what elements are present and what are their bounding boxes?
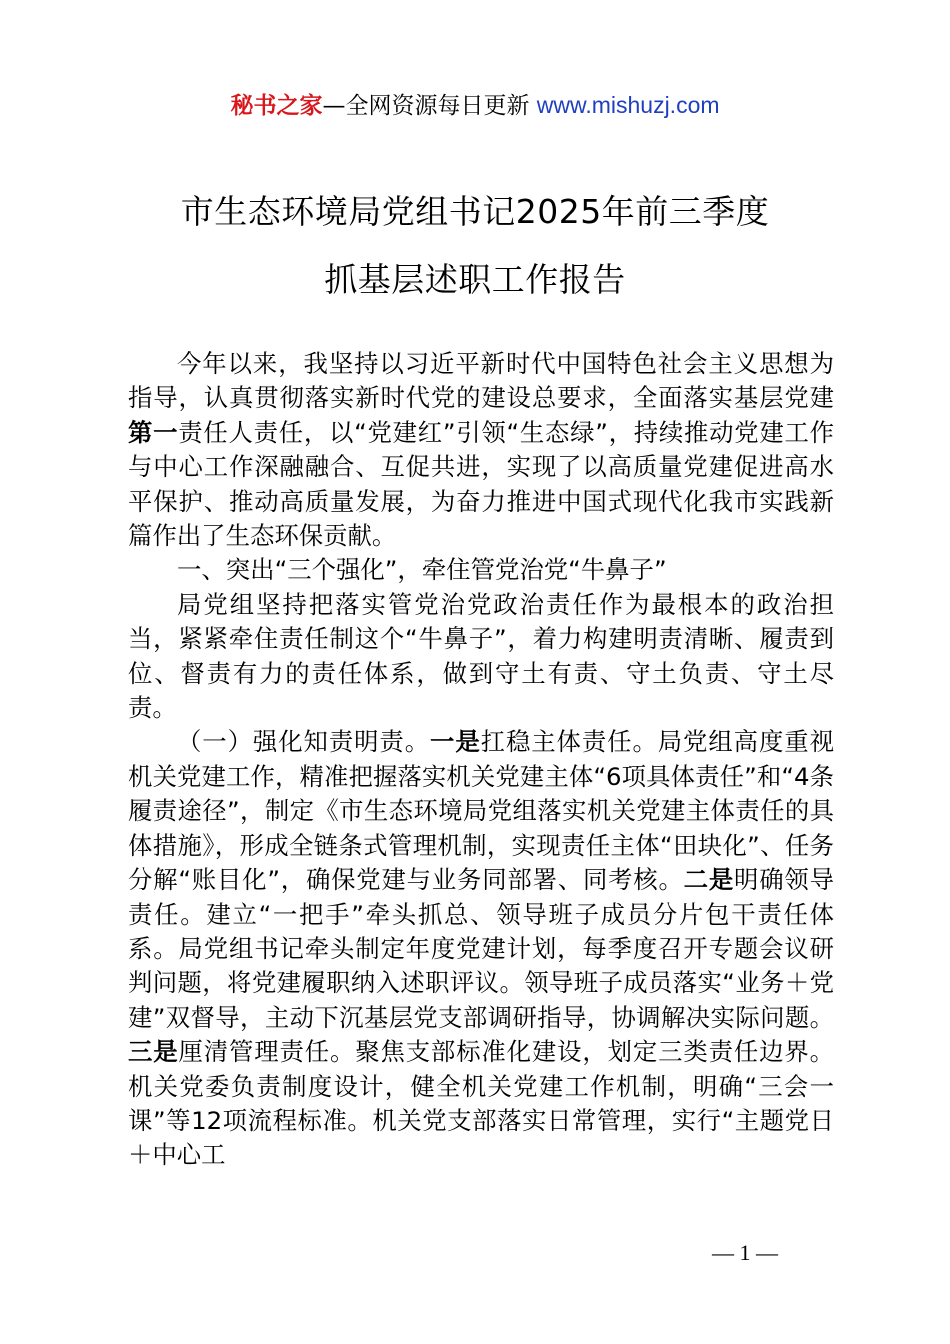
document-title-line-1: 市生态环境局党组书记2025年前三季度 [180,192,770,231]
watermark-url[interactable]: www.mishuzj.com [536,92,720,118]
emphasis-text: 二是 [683,865,735,895]
watermark-brand: 秘书之家 [230,93,323,119]
section-heading-1: 一、突出“三个强化”，牵住管党治党“牛鼻子” [177,555,667,585]
paragraph-intro [128,347,834,553]
site-watermark [0,88,950,123]
emphasis-text: 一是 [430,727,481,757]
subsection-heading: （一）强化知责明责。 [177,727,431,757]
page-number: — 1 — [712,1240,778,1265]
paragraph-text: 厘清管理责任。聚焦支部标准化建设，划定三类责任边界。机关党委负责制度设计，健全机关党建工作机制，明确“三会一课”等12项流程标准。机关党支部落实日常管理，实行“主题党日＋中心工 [128,1037,834,1170]
emphasis-text: 第一 [128,417,179,447]
paragraph-text: 扛稳主体责任。局党组高度重视机关党建工作，精准把握落实机关党建主体“6项具体责任”和“4条履责途径”，制定《市生态环境局党组落实机关党建主体责任的具体措施》，形成全链条式管理机制，实现责任主体“田块化”、任务分解“账目化”，确保党建与业务同部署、同考核。 [128,727,834,895]
emphasis-text: 三是 [128,1037,179,1067]
paragraph-text: 今年以来，我坚持以习近平新时代中国特色社会主义思想为指导，认真贯彻落实新时代党的建设总要求，全面落实基层党建 [128,349,834,413]
document-body [128,347,834,1173]
paragraph-subsection-1 [128,725,834,1172]
paragraph-text: 明确领导责任。建立“一把手”牵头抓总、领导班子成员分片包干责任体系。局党组书记牵头制定年度党建计划，每季度召开专题会议研判问题，将党建履职纳入述职评议。领导班子成员落实“业务＋党建”双督导，主动下沉基层党支部调研指导，协调解决实际问题。 [128,865,834,1032]
paragraph-text: 责任人责任，以“党建红”引领“生态绿”，持续推动党建工作与中心工作深融融合、互促共进，实现了以高质量党建促进高水平保护、推动高质量发展，为奋力推进中国式现代化我市实践新篇作出了生态环保贡献。 [128,417,834,551]
paragraph-section-1: 局党组坚持把落实管党治党政治责任作为最根本的政治担当，紧紧牵住责任制这个“牛鼻子”，着力构建明责清晰、履责到位、督责有力的责任体系，做到守土有责、守土负责、守土尽责。 [128,589,834,723]
document-title-line-2: 抓基层述职工作报告 [324,260,626,299]
watermark-tagline: —全网资源每日更新 [322,93,530,119]
